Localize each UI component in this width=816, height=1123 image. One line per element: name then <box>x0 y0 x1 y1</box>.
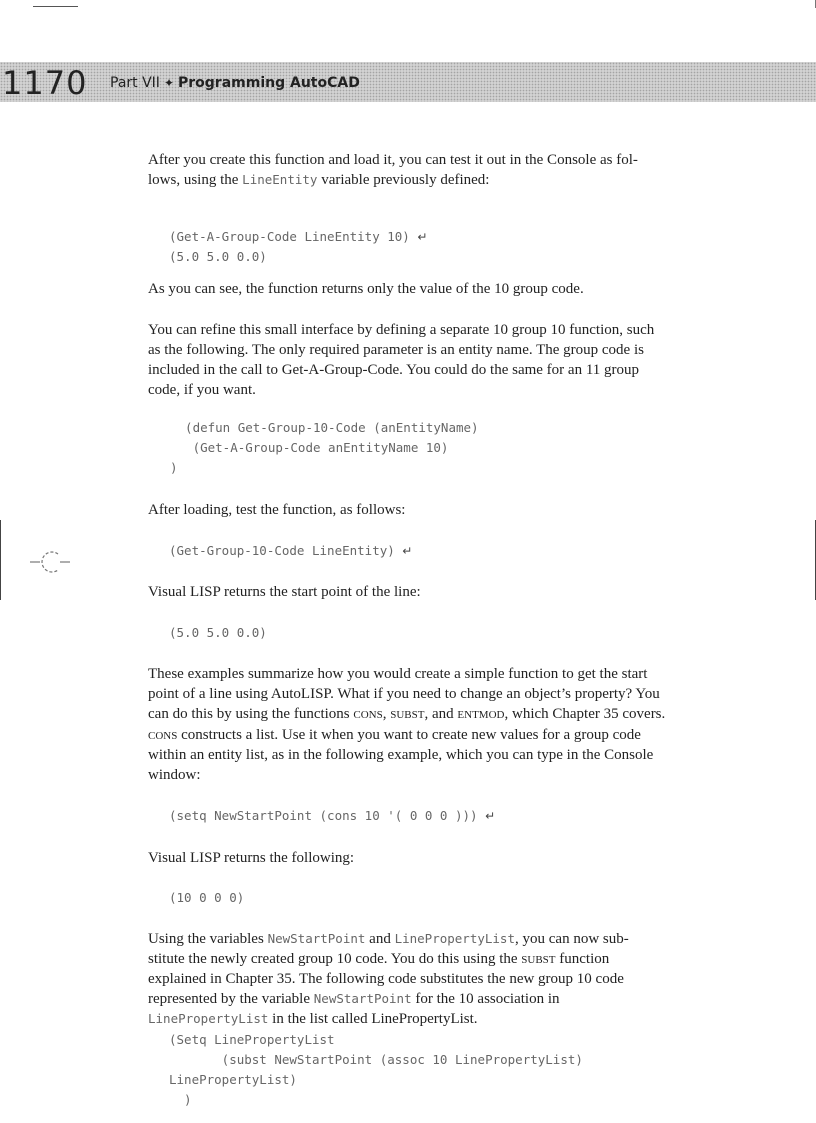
inline-code: LineEntity <box>242 172 318 187</box>
code-line <box>169 227 427 247</box>
inline-code: LinePropertyList <box>394 931 515 946</box>
text-span: , and <box>424 706 458 722</box>
text-span: , you can now sub- <box>515 931 629 947</box>
text-line: explained in Chapter 35. The following code substitutes the new group 10 code <box>148 971 624 987</box>
text-line: Visual LISP returns the start point of the line: <box>148 584 421 600</box>
code-line: (Get-A-Group-Code anEntityName 10) <box>170 440 449 455</box>
return-arrow-icon: ↵ <box>417 230 428 244</box>
return-arrow-icon: ↵ <box>485 809 496 823</box>
header-title: Programming AutoCAD <box>178 75 360 91</box>
text-span: variable previously defined: <box>317 172 490 188</box>
text-line <box>148 725 653 745</box>
text-line: Visual LISP returns the following: <box>148 850 355 866</box>
function-name: entmod <box>457 706 505 722</box>
text-span: and <box>365 931 395 947</box>
text-line <box>148 704 665 724</box>
top-rule <box>33 6 78 7</box>
running-header <box>110 63 360 103</box>
margin-bar-left <box>0 520 1 600</box>
text-span: for the 10 association in <box>411 991 560 1007</box>
code-line: (5.0 5.0 0.0) <box>169 249 267 264</box>
code-line <box>169 806 495 826</box>
code-block-4 <box>169 623 267 643</box>
paragraph-2 <box>148 279 584 299</box>
code-line <box>169 541 412 561</box>
text-span: represented by the variable <box>148 991 314 1007</box>
code-line: (Setq LinePropertyList <box>169 1032 335 1047</box>
paragraph-9 <box>148 929 629 1029</box>
code-block-5 <box>169 806 495 826</box>
paragraph-5 <box>148 582 421 602</box>
text-line: After you create this function and load it, you can test it out in the Console as fol- <box>148 152 638 168</box>
text-line: code, if you want. <box>148 382 256 398</box>
inline-code: LinePropertyList <box>148 1011 269 1026</box>
text-line <box>148 949 629 969</box>
paragraph-1 <box>148 150 638 190</box>
text-span: can do this by using the functions <box>148 706 354 722</box>
code-line: LinePropertyList) <box>169 1072 297 1087</box>
text-line: You can refine this small interface by defining a separate 10 group 10 function, such <box>148 322 655 338</box>
page-number: 1170 <box>2 64 88 102</box>
text-span: , which Chapter 35 covers. <box>504 706 666 722</box>
code-block-3 <box>169 541 412 561</box>
text-line: point of a line using AutoLISP. What if you need to change an object’s property? You <box>148 686 660 702</box>
code-line: (subst NewStartPoint (assoc 10 LinePropertyList) <box>169 1052 583 1067</box>
inline-code: NewStartPoint <box>313 991 412 1006</box>
code-text: (setq NewStartPoint (cons 10 '( 0 0 0 ))) <box>169 808 486 823</box>
function-name: subst <box>390 706 425 722</box>
text-line: within an entity list, as in the following example, which you can type in the Console <box>148 747 654 763</box>
text-line <box>148 989 629 1009</box>
text-span: Using the variables <box>148 931 268 947</box>
inline-code: NewStartPoint <box>267 931 366 946</box>
paragraph-8 <box>148 848 354 868</box>
cd-rom-icon <box>28 548 72 576</box>
code-text: (Get-A-Group-Code LineEntity 10) <box>169 229 418 244</box>
function-name: cons <box>148 727 178 743</box>
text-line <box>148 1009 629 1029</box>
paragraph-3 <box>148 320 654 400</box>
return-arrow-icon: ↵ <box>402 544 413 558</box>
text-line: as the following. The only required parameter is an entity name. The group code is <box>148 342 644 358</box>
text-line <box>148 929 629 949</box>
code-block-6 <box>169 888 244 908</box>
text-span: stitute the newly created group 10 code. You do this using the <box>148 951 522 967</box>
code-block-7 <box>169 1030 583 1110</box>
paragraph-7 <box>148 725 653 785</box>
header-separator: ✦ <box>163 76 174 90</box>
function-name: cons <box>353 706 383 722</box>
paragraph-4 <box>148 500 405 520</box>
function-name: subst <box>521 951 556 967</box>
code-block-2 <box>170 418 479 478</box>
text-span: lows, using the <box>148 172 243 188</box>
text-line: As you can see, the function returns only the value of the 10 group code. <box>148 281 584 297</box>
text-span: in the list called LinePropertyList. <box>268 1011 478 1027</box>
code-line: ) <box>169 1092 192 1107</box>
code-block-1 <box>169 227 427 267</box>
paragraph-6 <box>148 664 665 724</box>
text-line: After loading, test the function, as follows: <box>148 502 406 518</box>
text-line: These examples summarize how you would create a simple function to get the start <box>148 666 648 682</box>
code-line: (defun Get-Group-10-Code (anEntityName) <box>170 420 479 435</box>
text-span: , <box>382 706 391 722</box>
text-line <box>148 170 638 190</box>
code-line: ) <box>170 460 178 475</box>
code-text: (Get-Group-10-Code LineEntity) <box>169 543 403 558</box>
code-line: (10 0 0 0) <box>169 890 245 905</box>
code-line: (5.0 5.0 0.0) <box>169 625 267 640</box>
text-line: window: <box>148 767 201 783</box>
header-part: Part VII <box>110 75 160 91</box>
text-line: included in the call to Get-A-Group-Code. You could do the same for an 11 group <box>148 362 640 378</box>
text-span: function <box>555 951 610 967</box>
text-span: constructs a list. Use it when you want to create new values for a group code <box>177 727 641 743</box>
